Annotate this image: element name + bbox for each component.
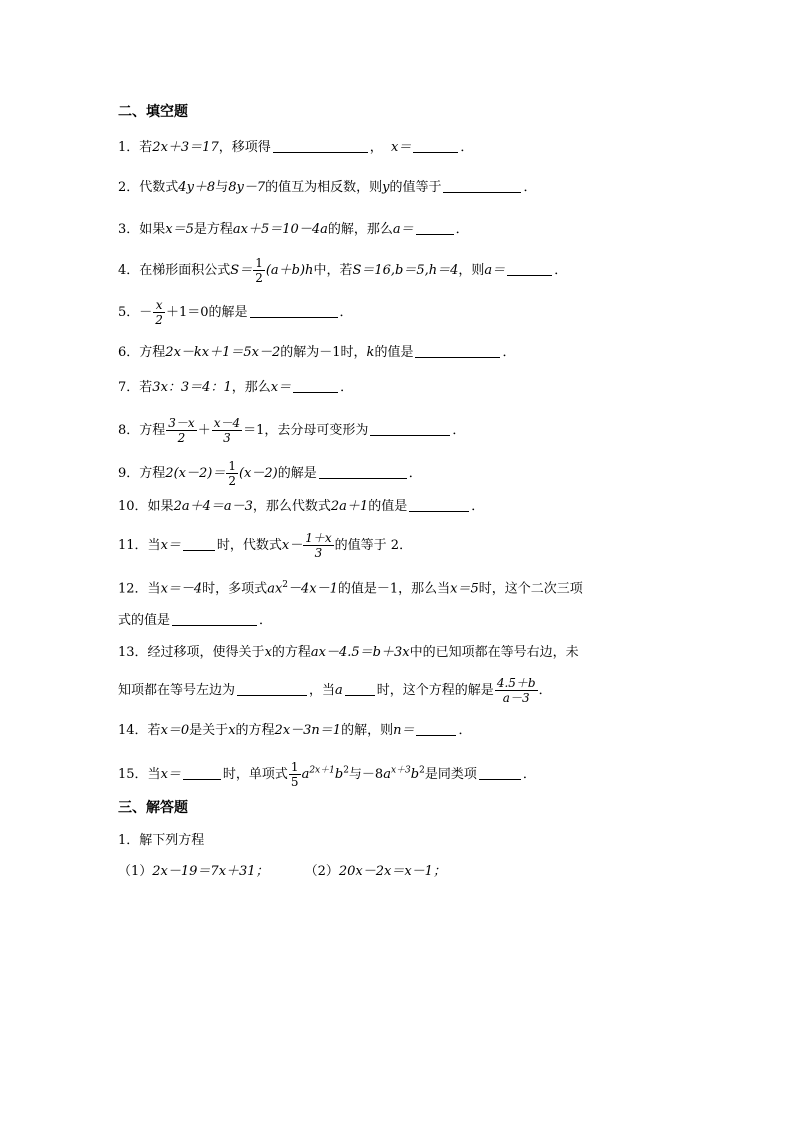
- answer-blank[interactable]: [345, 681, 375, 696]
- question-12: 12．当x＝－4时，多项式$ax^2-4x-1$的值是－1，那么当x＝5时，这个二次三项: [118, 580, 583, 597]
- answer-blank[interactable]: [293, 378, 338, 393]
- question-15: 15．当x＝ 时，单项式 $\frac{1}{5}$ $a^{2x+1}b^2$与$-8a^{x+3}b^2$是同类项 ．: [118, 760, 536, 789]
- fraction: $\frac{1}{2}$: [228, 459, 236, 488]
- solve-question-1-parts: （1）2x－19＝7x＋31； （2）20x－2x＝x－1；: [118, 864, 446, 879]
- question-4: 4．在梯形面积公式S＝ $\frac{1}{2}$ (a＋b)h中，若S＝16,b＝5,h＝4，则a＝ ．: [118, 256, 568, 285]
- question-12-line2: 式的值是 ．: [118, 613, 273, 628]
- answer-blank[interactable]: [370, 421, 450, 436]
- answer-blank[interactable]: [415, 343, 500, 358]
- question-13-line2: 知项都在等号左边为 ，当a 时，这个方程的解是 $\frac{4.5+b}{a-3}$ ．: [118, 676, 552, 705]
- answer-blank[interactable]: [183, 536, 215, 551]
- fraction: $\frac{x}{2}$: [155, 298, 163, 327]
- fraction: $\frac{1+x}{3}$: [305, 531, 332, 560]
- section-title-solve: 三、解答题: [118, 800, 188, 816]
- solve-question-1: 1．解下列方程: [118, 833, 205, 848]
- answer-blank[interactable]: [237, 681, 307, 696]
- answer-blank[interactable]: [479, 765, 521, 780]
- question-6: 6．方程2x－kx＋1＝5x－2的解为－1时，k的值是 ．: [118, 345, 516, 360]
- answer-blank[interactable]: [409, 497, 469, 512]
- question-9: 9．方程2(x－2)＝ $\frac{1}{2}$ (x－2)的解是 ．: [118, 459, 422, 488]
- answer-blank[interactable]: [273, 138, 368, 153]
- question-7: 7．若3x：3＝4：1，那么x＝ ．: [118, 380, 354, 395]
- question-13: 13．经过移项，使得关于x的方程ax－4.5＝b＋3x中的已知项都在等号右边，未: [118, 645, 579, 660]
- question-1: 1．若2x＋3＝17，移项得 ， x＝ ．: [118, 140, 474, 155]
- fraction: $\frac{1}{5}$: [290, 760, 299, 789]
- question-5: 5．－ $\frac{x}{2}$ ＋1＝0的解是 ．: [118, 298, 353, 327]
- question-3: 3．如果x＝5是方程ax＋5＝10－4a的解，那么a＝ ．: [118, 222, 469, 237]
- answer-blank[interactable]: [413, 138, 458, 153]
- section-title-fill-blank: 二、填空题: [118, 104, 188, 120]
- fraction: $\frac{1}{2}$: [255, 256, 263, 285]
- fraction: $\frac{3-x}{2}$: [168, 416, 195, 445]
- question-8: 8．方程 $\frac{3-x}{2}$ ＋ $\frac{x-4}{3}$ ＝1，去分母可变形为 ．: [118, 416, 466, 445]
- question-10: 10．如果2a＋4＝a－3，那么代数式2a＋1的值是 ．: [118, 499, 485, 514]
- answer-blank[interactable]: [172, 611, 257, 626]
- question-14: 14．若x＝0是关于x的方程2x－3n＝1的解，则n＝ ．: [118, 723, 472, 738]
- answer-blank[interactable]: [443, 178, 521, 193]
- question-11: 11．当x＝ 时，代数式x－ $\frac{1+x}{3}$ 的值等于 2．: [118, 531, 413, 560]
- answer-blank[interactable]: [416, 721, 456, 736]
- answer-blank[interactable]: [507, 261, 552, 276]
- answer-blank[interactable]: [416, 220, 454, 235]
- fraction: $\frac{4.5+b}{a-3}$: [496, 676, 536, 705]
- answer-blank[interactable]: [319, 464, 407, 479]
- answer-blank[interactable]: [183, 765, 221, 780]
- question-2: 2．代数式4y＋8与8y－7的值互为相反数，则y的值等于 ．: [118, 180, 537, 195]
- answer-blank[interactable]: [250, 303, 338, 318]
- fraction: $\frac{x-4}{3}$: [213, 416, 241, 445]
